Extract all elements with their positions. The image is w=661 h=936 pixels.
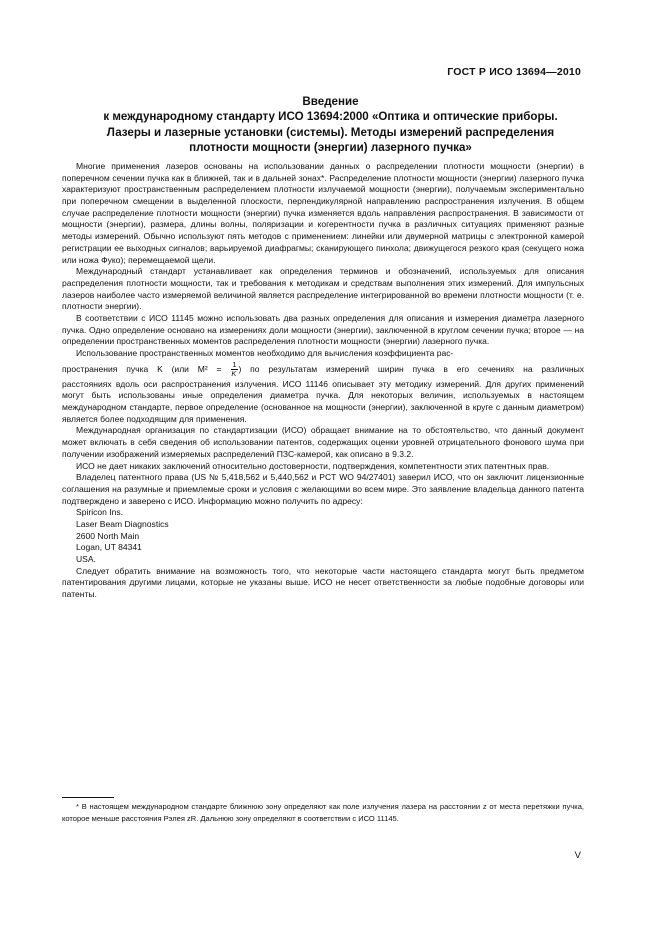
paragraph-4-continuation: расстояниях вдоль оси распространения излучения. ИСО 11146 описывает эту методику измерений. Для других применений могут быть использованы иные определения диаметра пучка. Для некоторых величин, используемых в настоящем международном стандарте, первое определение (основанное на мощности (энергии), заключенной в круге с данным диаметром) является более подходящим для применения.: [62, 378, 584, 424]
beam-propagation-formula-line: [62, 359, 584, 379]
footnote: [62, 801, 584, 824]
title-line-2: к международному стандарту ИСО 13694:2000 «Оптика и оптические приборы.: [103, 110, 558, 124]
address-line-3: 2600 North Main: [76, 530, 140, 541]
footnote-text: * В настоящем международном стандарте ближнюю зону определяют как поле излучения лазера на расстоянии z от места перетяжки пучка, которое меньше расстояния Рэлея zR. Дальнюю зону определяют в соответствии с ИСО 11145.: [62, 802, 584, 823]
address-line-2: Laser Beam Diagnostics: [76, 518, 169, 529]
address-line-5: USA.: [76, 554, 96, 564]
patent-holder-address: [76, 507, 584, 565]
paragraph-1: Многие применения лазеров основаны на использовании данных о распределении плотности мощности (энергии) в поперечном сечении пучка как в ближней, так и в дальней зонах*. Распределение плотности мощности (энергии) лазерного пучка характеризуют пространственным распределением плотности излучаемой мощности (энергии), получаемым экспериментально при поперечном смещении в выделенной плоскости, перпендикулярной направлению распространения излучения. В общем случае распределение плотности мощности (энергии) пучка изменяется вдоль направления распространения. В зависимости от мощности (энергии), размера, длины волны, поляризации и когерентности пучка в различных ситуациях применяют разные методы измерений. Обычно используют пять методов с применением: линейки или двумерной матрицы с электронной камерой регистрации ее выходных сигналов; варьируемой диафрагмы; сканирующего пинхола; движущегося резкого края (секущего ножа или ножа Фуко); перемещаемой щели.: [62, 161, 584, 265]
fraction-denominator: K: [231, 368, 237, 378]
formula-suffix-text: ) по результатам измерений ширин пучка в его сечениях на различных: [238, 363, 584, 374]
footnote-separator: [62, 797, 114, 798]
paragraph-2: Международный стандарт устанавливает как определения терминов и обозначений, используемых для описания распределения плотности мощности, так и требования к методикам и средствам выполнения этих измерений. Для импульсных лазеров наиболее часто измеряемой величиной является распределение интегрированной во времени плотности мощности (т. е. плотности энергии).: [62, 266, 584, 312]
paragraph-6: ИСО не дает никаких заключений относительно достоверности, подтверждения, компетентности этих патентных прав.: [76, 460, 550, 471]
formula-fraction: [231, 361, 237, 378]
paragraph-5: Международная организация по стандартизации (ИСО) обращает внимание на то обстоятельство, что данный документ может включать в себя сведения об использовании патентов, содержащих оценки уровней отрицательного фонового шума при получении изображений измеряемых распределений ПЗС-камерой, как описано в 9.3.2.: [62, 425, 584, 459]
page-number: V: [574, 850, 581, 861]
body-text: [62, 161, 584, 601]
standard-id-header: ГОСТ Р ИСО 13694—2010: [447, 66, 581, 78]
title-line-3: Лазеры и лазерные установки (системы). Методы измерений распределения: [106, 125, 555, 139]
address-line-4: Logan, UT 84341: [76, 542, 142, 553]
paragraph-7: Владелец патентного права (US № 5,418,562 и 5,440,562 и PCT WO 94/27401) заверил ИСО, что он заключит лицензионные соглашения на разумные и приемлемые сроки и условия с желающими во всем мире. Это заявление владельца данного патента подтверждено и заверено с ИСО. Информацию можно получить по адресу:: [62, 472, 584, 506]
address-line-1: Spiricon Ins.: [76, 507, 124, 518]
formula-prefix-text: пространения пучка K (или M² =: [62, 363, 231, 374]
introduction-title: [50, 94, 611, 156]
fraction-numerator: 1: [232, 359, 237, 369]
paragraph-3: В соответствии с ИСО 11145 можно использовать два разных определения для описания и измерения диаметра лазерного пучка. Одно определение основано на измерениях доли мощности (энергии), заключенной в круглом сечении пучка; второе — на определении пространственных моментов распределения плотности мощности (энергии) лазерного пучка.: [62, 312, 584, 347]
paragraph-8: Следует обратить внимание на возможность того, что некоторые части настоящего стандарта могут быть предметом патентирования другими лицами, которые не указаны выше. ИСО не несет ответственности за любые подобные договоры или патенты.: [62, 565, 584, 600]
paragraph-4-line-1: Использование пространственных моментов необходимо для вычисления коэффициента рас-: [76, 348, 454, 358]
title-line-1: Введение: [302, 95, 359, 108]
title-line-4: плотности мощности (энергии) лазерного пучка»: [189, 141, 472, 155]
